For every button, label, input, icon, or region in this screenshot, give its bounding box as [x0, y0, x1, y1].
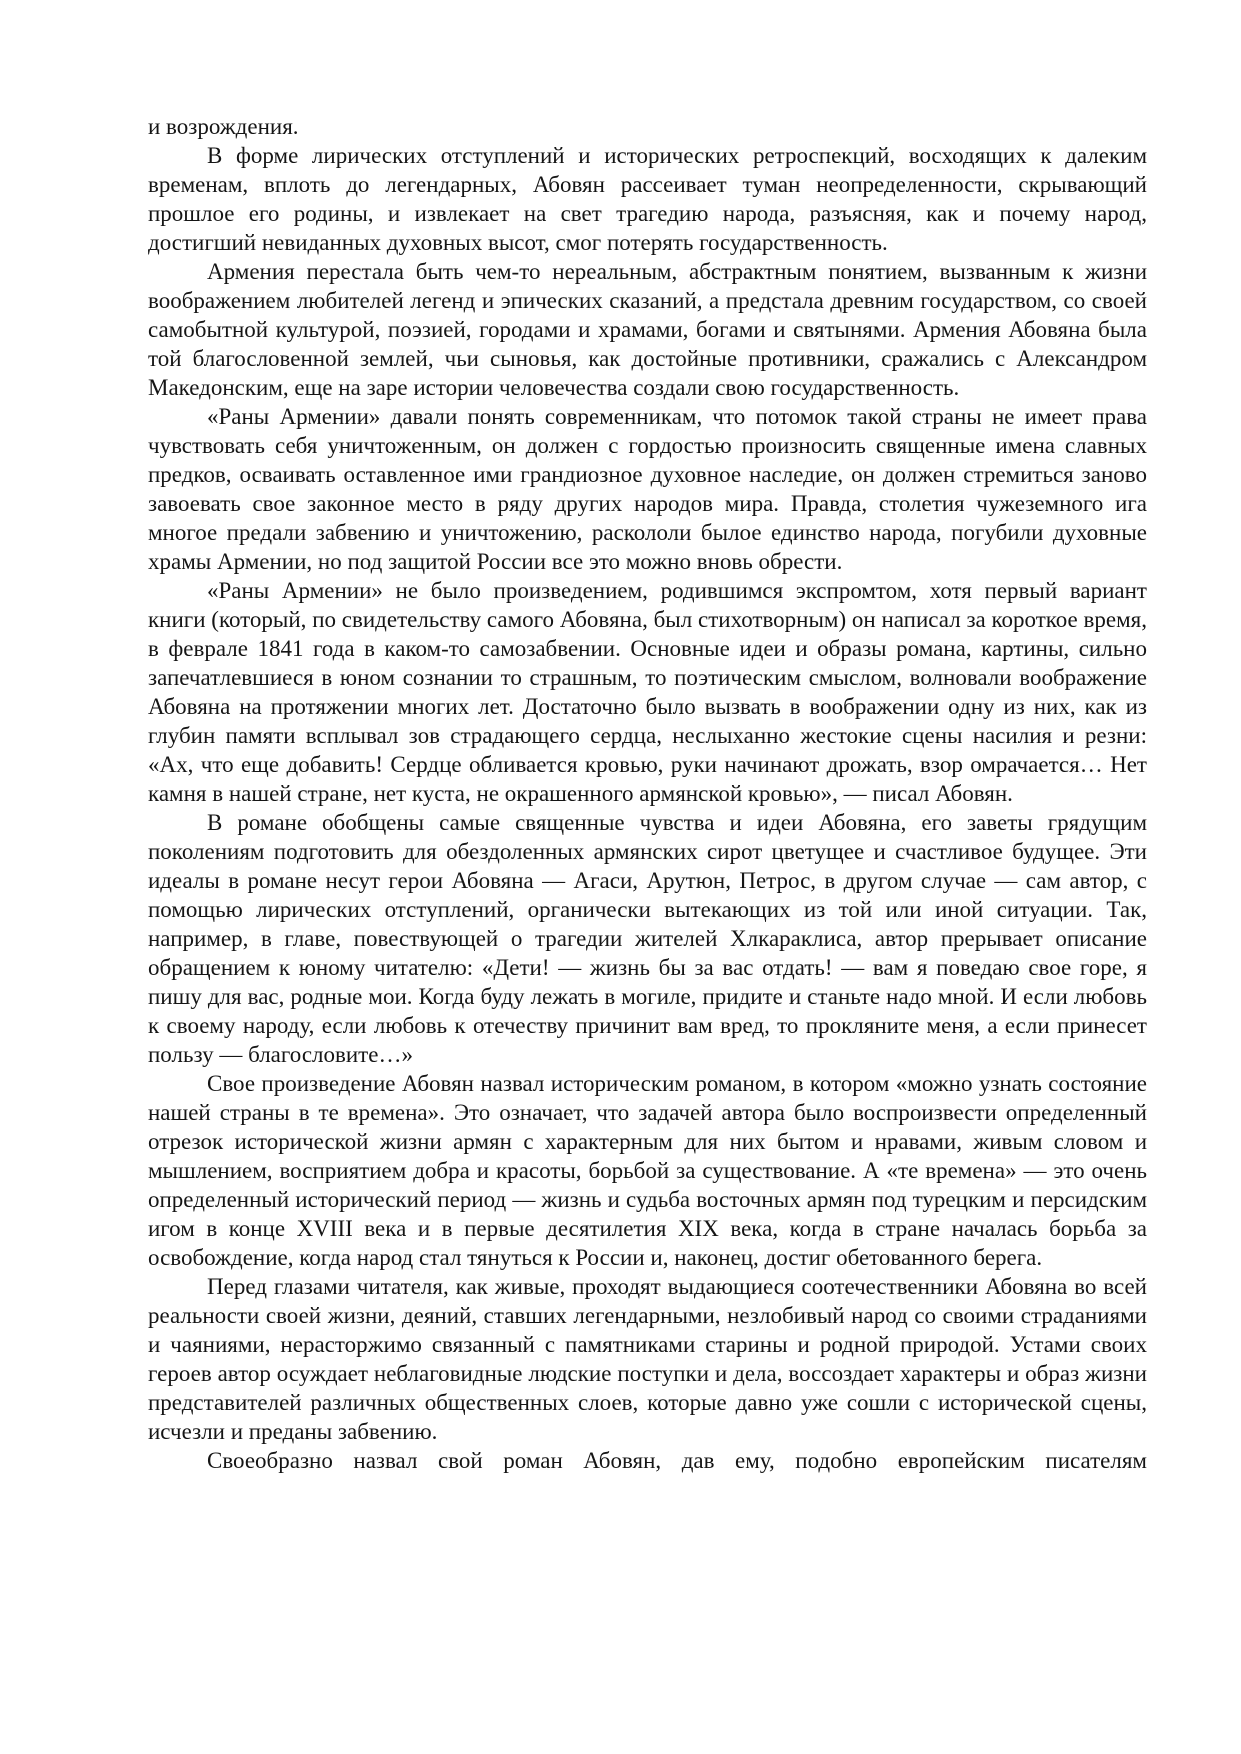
document-page	[148, 112, 1147, 1475]
paragraph-8: Перед глазами читателя, как живые, проходят выдающиеся соотечественники Абовяна во всей реальности своей жизни, деяний, ставших легендарными, незлобивый народ со своими страданиями и чаяниями, нерасторжимо связанный с памятниками старины и родной природой. Устами своих героев автор осуждает неблаговидные людские поступки и дела, воссоздает характеры и образ жизни представителей различных общественных слоев, которые давно уже сошли с исторической сцены, исчезли и преданы забвению.	[148, 1274, 1147, 1444]
paragraph-1: и возрождения.	[148, 114, 299, 139]
paragraph-3: Армения перестала быть чем-то нереальным, абстрактным понятием, вызванным к жизни воображением любителей легенд и эпических сказаний, а предстала древним государством, со своей самобытной культурой, поэзией, городами и храмами, богами и святынями. Армения Абовяна была той благословенной землей, чьи сыновья, как достойные противники, сражались с Александром Македонским, еще на заре истории человечества создали свою государственность.	[148, 259, 1147, 400]
paragraph-5: «Раны Армении» не было произведением, родившимся экспромтом, хотя первый вариант книги (который, по свидетельству самого Абовяна, был стихотворным) он написал за короткое время, в феврале 1841 года в каком-то самозабвении. Основные идеи и образы романа, картины, сильно запечатлевшиеся в юном сознании то страшным, то поэтическим смыслом, волновали воображение Абовяна на протяжении многих лет. Достаточно было вызвать в воображении одну из них, как из глубин памяти всплывал зов страдающего сердца, неслыханно жестокие сцены насилия и резни: «Ах, что еще добавить! Сердце обливается кровью, руки начинают дрожать, взор омрачается… Нет камня в нашей стране, нет куста, не окрашенного армянской кровью», — писал Абовян.	[148, 578, 1147, 806]
paragraph-6: В романе обобщены самые священные чувства и идеи Абовяна, его заветы грядущим поколениям подготовить для обездоленных армянских сирот цветущее и счастливое будущее. Эти идеалы в романе несут герои Абовяна — Агаси, Арутюн, Петрос, в другом случае — сам автор, с помощью лирических отступлений, органически вытекающих из той или иной ситуации. Так, например, в главе, повествующей о трагедии жителей Хлкараклиса, автор прерывает описание обращением к юному читателю: «Дети! — жизнь бы за вас отдать! — вам я поведаю свое горе, я пишу для вас, родные мои. Когда буду лежать в могиле, придите и станьте надо мной. И если любовь к своему народу, если любовь к отечеству причинит вам вред, то прокляните меня, а если принесет пользу — благословите…»	[148, 810, 1147, 1067]
paragraph-7: Свое произведение Абовян назвал историческим романом, в котором «можно узнать состояние нашей страны в те времена». Это означает, что задачей автора было воспроизвести определенный отрезок исторической жизни армян с характерным для них бытом и нравами, живым словом и мышлением, восприятием добра и красоты, борьбой за существование. А «те времена» — это очень определенный исторический период — жизнь и судьба восточных армян под турецким и персидским игом в конце XVIII века и в первые десятилетия XIX века, когда в стране началась борьба за освобождение, когда народ стал тянуться к России и, наконец, достиг обетованного берега.	[148, 1071, 1147, 1270]
paragraph-9: Своеобразно назвал свой роман Абовян, дав ему, подобно европейским писателям	[207, 1448, 1147, 1473]
paragraph-2: В форме лирических отступлений и исторических ретроспекций, восходящих к далеким временам, вплоть до легендарных, Абовян рассеивает туман неопределенности, скрывающий прошлое его родины, и извлекает на свет трагедию народа, разъясняя, как и почему народ, достигший невиданных духовных высот, смог потерять государственность.	[148, 143, 1147, 255]
paragraph-4: «Раны Армении» давали понять современникам, что потомок такой страны не имеет права чувствовать себя уничтоженным, он должен с гордостью произносить священные имена славных предков, осваивать оставленное ими грандиозное духовное наследие, он должен стремиться заново завоевать свое законное место в ряду других народов мира. Правда, столетия чужеземного ига многое предали забвению и уничтожению, раскололи былое единство народа, погубили духовные храмы Армении, но под защитой России все это можно вновь обрести.	[148, 404, 1147, 574]
